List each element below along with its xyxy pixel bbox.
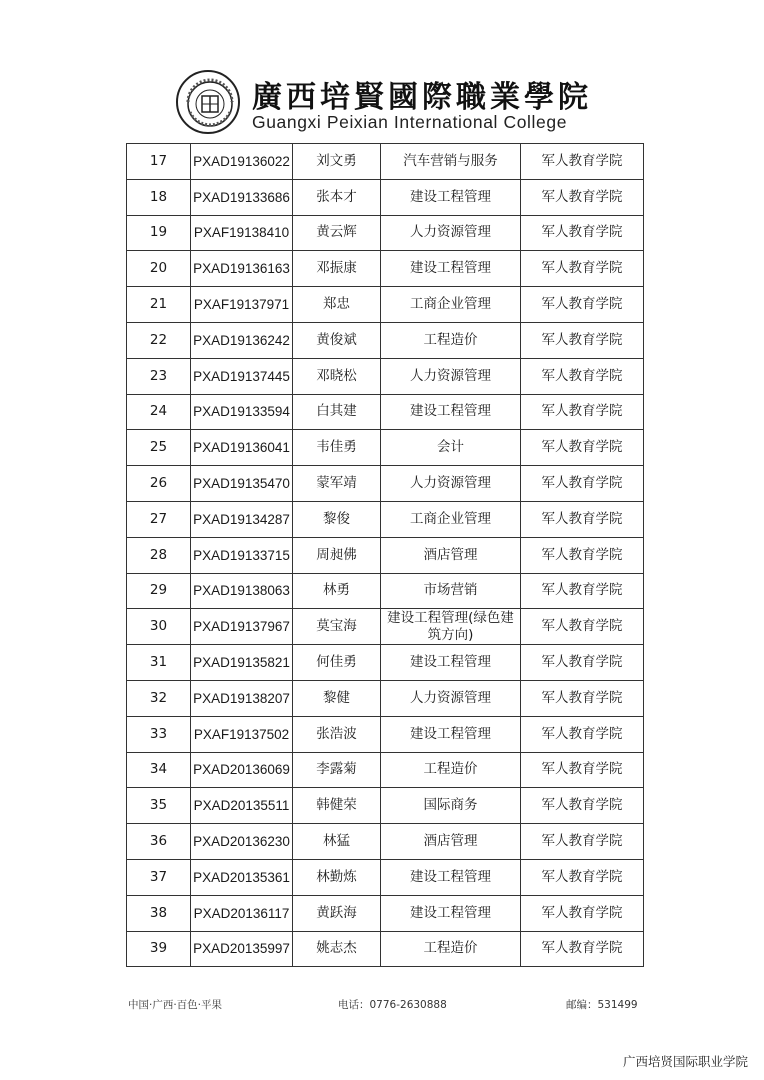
table-row: [127, 752, 644, 788]
major-cell: 汽车营销与服务: [381, 144, 521, 180]
major-cell: 建设工程管理: [381, 179, 521, 215]
student-id-cell: PXAD19138063: [191, 573, 293, 609]
student-id-cell: PXAD19135821: [191, 645, 293, 681]
student-id-cell: PXAF19138410: [191, 215, 293, 251]
college-cell: 军人教育学院: [521, 931, 644, 967]
student-id-cell: PXAD19136242: [191, 322, 293, 358]
student-id-cell: PXAD19138207: [191, 680, 293, 716]
student-name-cell: 蒙军靖: [293, 466, 381, 502]
student-id-cell: PXAD19136163: [191, 251, 293, 287]
student-name-cell: 莫宝海: [293, 609, 381, 645]
major-cell: 建设工程管理: [381, 645, 521, 681]
row-number-cell: 20: [127, 251, 191, 287]
college-cell: 军人教育学院: [521, 394, 644, 430]
row-number-cell: 30: [127, 609, 191, 645]
row-number-cell: 35: [127, 788, 191, 824]
college-cell: 军人教育学院: [521, 680, 644, 716]
row-number-cell: 22: [127, 322, 191, 358]
row-number-cell: 33: [127, 716, 191, 752]
row-number-cell: 29: [127, 573, 191, 609]
table-row: [127, 609, 644, 645]
student-id-cell: PXAD19133594: [191, 394, 293, 430]
student-id-cell: PXAF19137502: [191, 716, 293, 752]
major-cell: 建设工程管理: [381, 251, 521, 287]
major-cell: 市场营销: [381, 573, 521, 609]
major-cell: 工程造价: [381, 752, 521, 788]
major-cell: 国际商务: [381, 788, 521, 824]
student-name-cell: 黎健: [293, 680, 381, 716]
college-cell: 军人教育学院: [521, 537, 644, 573]
student-name-cell: 白其建: [293, 394, 381, 430]
table-row: [127, 788, 644, 824]
college-cell: 军人教育学院: [521, 895, 644, 931]
table-row: [127, 394, 644, 430]
row-number-cell: 38: [127, 895, 191, 931]
student-id-cell: PXAD19133715: [191, 537, 293, 573]
table-row: [127, 322, 644, 358]
table-row: [127, 895, 644, 931]
student-name-cell: 姚志杰: [293, 931, 381, 967]
table-row: [127, 573, 644, 609]
row-number-cell: 36: [127, 824, 191, 860]
student-roster-table: [126, 143, 644, 967]
college-seal-logo: [176, 70, 240, 134]
major-cell: 人力资源管理: [381, 358, 521, 394]
major-cell: 建设工程管理(绿色建筑方向): [381, 609, 521, 645]
college-cell: 军人教育学院: [521, 179, 644, 215]
major-cell: 工商企业管理: [381, 287, 521, 323]
student-id-cell: PXAD19136041: [191, 430, 293, 466]
college-cell: 军人教育学院: [521, 824, 644, 860]
college-cell: 军人教育学院: [521, 573, 644, 609]
row-number-cell: 39: [127, 931, 191, 967]
student-name-cell: 周昶佛: [293, 537, 381, 573]
student-id-cell: PXAD20136230: [191, 824, 293, 860]
footer-postcode: 邮编：531499: [566, 999, 638, 1011]
row-number-cell: 28: [127, 537, 191, 573]
table-row: [127, 824, 644, 860]
student-name-cell: 黎俊: [293, 501, 381, 537]
college-cell: 军人教育学院: [521, 501, 644, 537]
major-cell: 人力资源管理: [381, 466, 521, 502]
row-number-cell: 26: [127, 466, 191, 502]
major-cell: 人力资源管理: [381, 680, 521, 716]
student-id-cell: PXAD20135511: [191, 788, 293, 824]
table-row: [127, 537, 644, 573]
table-row: [127, 251, 644, 287]
student-id-cell: PXAD20135997: [191, 931, 293, 967]
footer-address: 中国·广西·百色·平果: [128, 999, 223, 1011]
student-id-cell: PXAF19137971: [191, 287, 293, 323]
student-name-cell: 黄云辉: [293, 215, 381, 251]
major-cell: 人力资源管理: [381, 215, 521, 251]
student-id-cell: PXAD19135470: [191, 466, 293, 502]
student-id-cell: PXAD20136117: [191, 895, 293, 931]
student-name-cell: 张浩波: [293, 716, 381, 752]
student-name-cell: 林勇: [293, 573, 381, 609]
student-id-cell: PXAD19133686: [191, 179, 293, 215]
student-name-cell: 张本才: [293, 179, 381, 215]
student-name-cell: 林猛: [293, 824, 381, 860]
table-row: [127, 287, 644, 323]
row-number-cell: 32: [127, 680, 191, 716]
major-cell: 建设工程管理: [381, 716, 521, 752]
college-cell: 军人教育学院: [521, 752, 644, 788]
table-row: [127, 179, 644, 215]
major-cell: 酒店管理: [381, 537, 521, 573]
table-row: [127, 501, 644, 537]
student-name-cell: 郑忠: [293, 287, 381, 323]
student-name-cell: 韦佳勇: [293, 430, 381, 466]
student-name-cell: 韩健荣: [293, 788, 381, 824]
table-row: [127, 680, 644, 716]
student-id-cell: PXAD19137445: [191, 358, 293, 394]
major-cell: 建设工程管理: [381, 394, 521, 430]
student-name-cell: 林勤炼: [293, 859, 381, 895]
college-cell: 军人教育学院: [521, 466, 644, 502]
student-id-cell: PXAD20136069: [191, 752, 293, 788]
college-cell: 军人教育学院: [521, 215, 644, 251]
major-cell: 工程造价: [381, 322, 521, 358]
row-number-cell: 17: [127, 144, 191, 180]
college-cell: 军人教育学院: [521, 716, 644, 752]
major-cell: 建设工程管理: [381, 859, 521, 895]
college-cell: 军人教育学院: [521, 322, 644, 358]
table-row: [127, 215, 644, 251]
student-name-cell: 何佳勇: [293, 645, 381, 681]
row-number-cell: 24: [127, 394, 191, 430]
student-name-cell: 刘文勇: [293, 144, 381, 180]
row-number-cell: 18: [127, 179, 191, 215]
row-number-cell: 23: [127, 358, 191, 394]
student-name-cell: 邓振康: [293, 251, 381, 287]
student-id-cell: PXAD19137967: [191, 609, 293, 645]
row-number-cell: 19: [127, 215, 191, 251]
major-cell: 工程造价: [381, 931, 521, 967]
row-number-cell: 25: [127, 430, 191, 466]
major-cell: 工商企业管理: [381, 501, 521, 537]
major-cell: 会计: [381, 430, 521, 466]
table-row: [127, 645, 644, 681]
college-cell: 军人教育学院: [521, 358, 644, 394]
college-cell: 军人教育学院: [521, 144, 644, 180]
college-cell: 军人教育学院: [521, 251, 644, 287]
row-number-cell: 21: [127, 287, 191, 323]
college-name-en: Guangxi Peixian International College: [252, 112, 568, 132]
college-cell: 军人教育学院: [521, 287, 644, 323]
major-cell: 建设工程管理: [381, 895, 521, 931]
row-number-cell: 27: [127, 501, 191, 537]
college-cell: 军人教育学院: [521, 609, 644, 645]
college-cell: 军人教育学院: [521, 645, 644, 681]
table-row: [127, 859, 644, 895]
student-id-cell: PXAD19136022: [191, 144, 293, 180]
student-id-cell: PXAD20135361: [191, 859, 293, 895]
student-name-cell: 黄跃海: [293, 895, 381, 931]
student-name-cell: 邓晓松: [293, 358, 381, 394]
table-row: [127, 466, 644, 502]
college-name-cn: 廣西培賢國際職業學院: [252, 80, 592, 115]
row-number-cell: 34: [127, 752, 191, 788]
college-cell: 军人教育学院: [521, 430, 644, 466]
row-number-cell: 37: [127, 859, 191, 895]
college-cell: 军人教育学院: [521, 859, 644, 895]
watermark: 广西培贤国际职业学院: [622, 1054, 748, 1069]
footer-phone: 电话：0776-2630888: [338, 999, 447, 1011]
major-cell: 酒店管理: [381, 824, 521, 860]
table-row: [127, 144, 644, 180]
table-row: [127, 931, 644, 967]
row-number-cell: 31: [127, 645, 191, 681]
table-row: [127, 358, 644, 394]
student-id-cell: PXAD19134287: [191, 501, 293, 537]
table-row: [127, 716, 644, 752]
student-name-cell: 李露菊: [293, 752, 381, 788]
table-row: [127, 430, 644, 466]
student-name-cell: 黄俊斌: [293, 322, 381, 358]
college-cell: 军人教育学院: [521, 788, 644, 824]
letterhead: [176, 70, 596, 136]
